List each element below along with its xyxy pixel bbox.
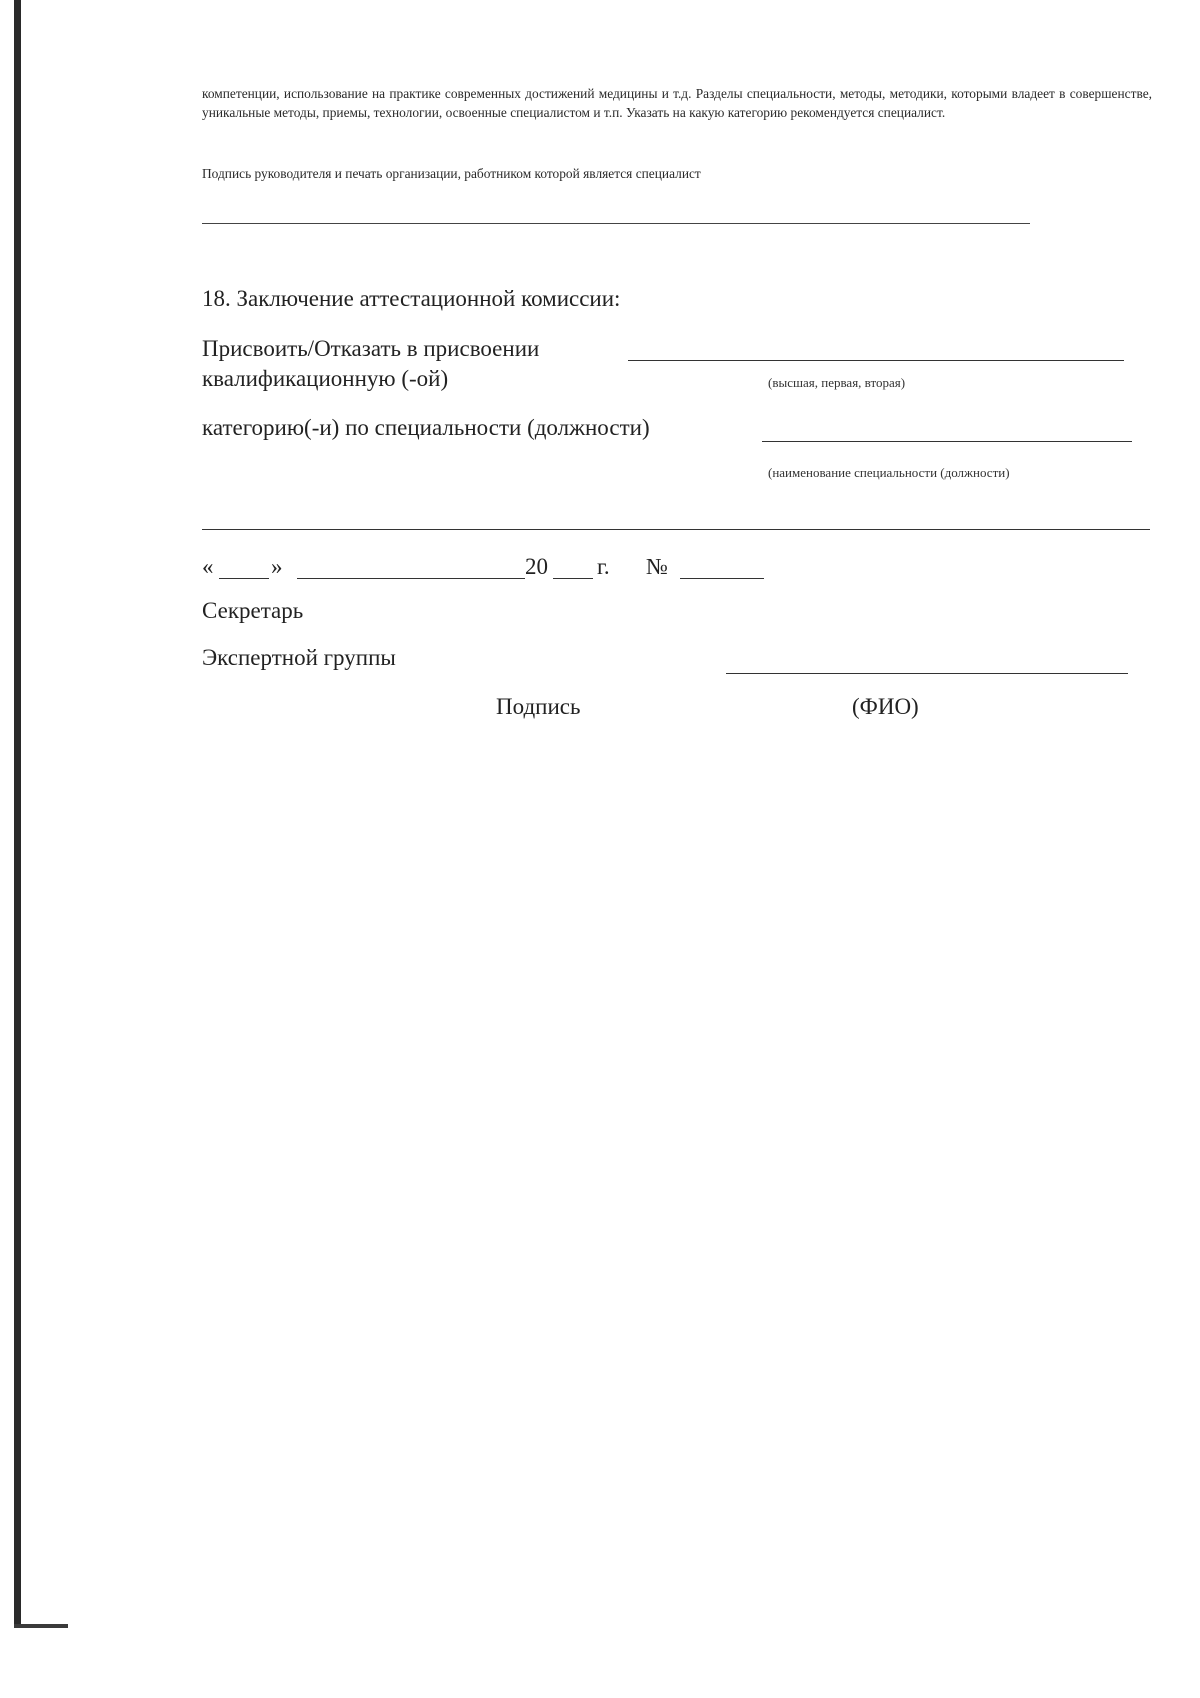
- signature-note: Подпись руководителя и печать организации, работником которой является специалист: [202, 166, 701, 181]
- specialty-blank[interactable]: [762, 441, 1132, 442]
- date-open-quote: «: [202, 554, 214, 579]
- year-prefix: 20: [525, 554, 548, 579]
- conclusion-heading: 18. Заключение аттестационной комиссии:: [202, 286, 621, 311]
- secretary-signature-blank[interactable]: [726, 673, 1128, 674]
- qualification-label: квалификационную (-ой): [202, 366, 449, 391]
- year-blank[interactable]: [553, 578, 593, 579]
- name-caption: (ФИО): [852, 694, 919, 719]
- date-close-quote: »: [271, 554, 283, 579]
- year-suffix: г.: [597, 554, 610, 579]
- manager-signature-blank[interactable]: [202, 223, 1030, 224]
- specialty-name-blank[interactable]: [202, 529, 1150, 530]
- signature-caption: Подпись: [496, 694, 581, 719]
- day-blank[interactable]: [219, 578, 269, 579]
- binding-edge-foot: [14, 1624, 68, 1628]
- category-hint: (высшая, первая, вторая): [768, 375, 906, 390]
- category-blank[interactable]: [628, 360, 1124, 361]
- binding-edge: [14, 0, 21, 1628]
- number-sign: №: [646, 554, 668, 579]
- assign-label: Присвоить/Отказать в присвоении: [202, 336, 540, 361]
- secretary-label: Секретарь: [202, 598, 304, 623]
- number-blank[interactable]: [680, 578, 764, 579]
- instruction-paragraph: компетенции, использование на практике современных достижений медицины и т.д. Разделы специальности, методы, методики, которыми владеет в совершенстве, уникальные методы, приемы, технологии, освоенные специалистом и т.п. Указать на какую категорию рекомендуется специалист.: [202, 86, 1152, 120]
- month-blank[interactable]: [297, 578, 525, 579]
- specialty-label: категорию(-и) по специальности (должности): [202, 415, 650, 440]
- expert-group-label: Экспертной группы: [202, 645, 396, 670]
- specialty-hint: (наименование специальности (должности): [768, 465, 1010, 480]
